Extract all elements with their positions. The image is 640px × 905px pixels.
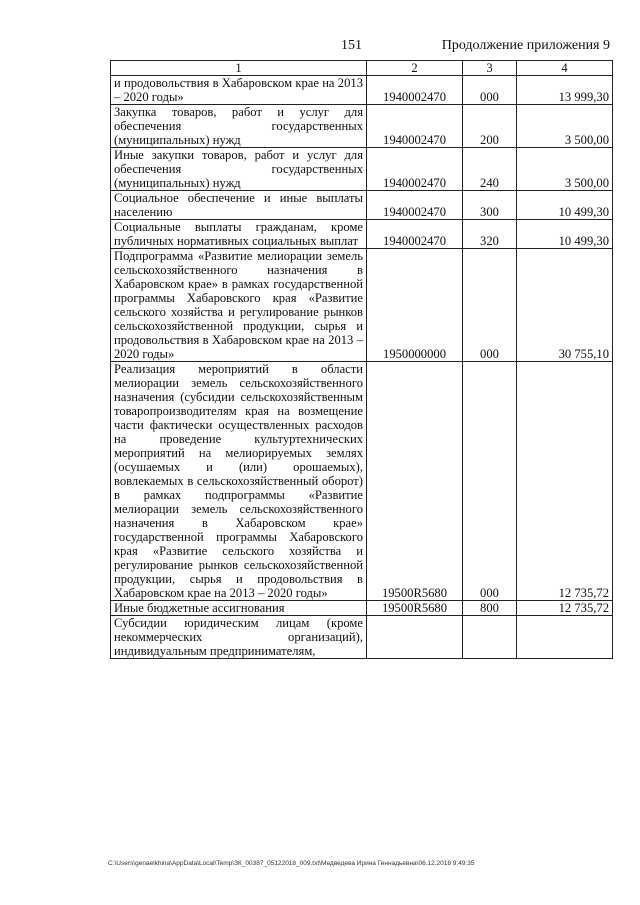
row-code (367, 616, 463, 659)
row-name: Социальное обеспечение и иные выплаты населению (111, 191, 367, 220)
row-amount: 13 999,30 (517, 76, 613, 105)
row-expense-type: 200 (463, 105, 517, 148)
row-expense-type: 800 (463, 601, 517, 616)
row-name: Иные закупки товаров, работ и услуг для обеспечения государственных (муниципальных) нужд (111, 148, 367, 191)
table-row (111, 616, 613, 659)
column-header-3: 3 (463, 61, 517, 76)
row-name: Реализация мероприятий в области мелиорации земель сельскохозяйственного назначения (субсидии сельскохозяйственным товаропроизводителям края на возмещение части фактически осуществленных расходов на проведение культуртехнических мероприятий на мелиорируемых землях (осушаемых и (или) орошаемых), вовлекаемых в сельскохозяйственный оборот) в рамках подпрограммы «Развитие мелиорации земель сельскохозяйственного назначения в Хабаровском крае» государственной программы Хабаровского края «Развитие сельского хозяйства и регулирование рынков сельскохозяйственной продукции, сырья и продовольствия в Хабаровском крае на 2013 – 2020 годы» (111, 362, 367, 601)
row-expense-type: 000 (463, 362, 517, 601)
row-name: Закупка товаров, работ и услуг для обеспечения государственных (муниципальных) нужд (111, 105, 367, 148)
row-amount: 12 735,72 (517, 362, 613, 601)
row-name: Социальные выплаты гражданам, кроме публичных нормативных социальных выплат (111, 220, 367, 249)
table-row (111, 249, 613, 362)
column-header-1: 1 (111, 61, 367, 76)
row-name: Подпрограмма «Развитие мелиорации земель сельскохозяйственного назначения в Хабаровском крае» в рамках государственной программы Хабаровского края «Развитие сельского хозяйства и регулирование рынков сельскохозяйственной продукции, сырья и продовольствия в Хабаровском крае на 2013 – 2020 годы» (111, 249, 367, 362)
row-code: 1940002470 (367, 76, 463, 105)
table-row (111, 191, 613, 220)
table-row (111, 148, 613, 191)
row-expense-type: 000 (463, 76, 517, 105)
row-amount: 3 500,00 (517, 105, 613, 148)
column-header-2: 2 (367, 61, 463, 76)
row-code: 1940002470 (367, 148, 463, 191)
row-name: и продовольствия в Хабаровском крае на 2013 – 2020 годы» (111, 76, 367, 105)
row-amount: 30 755,10 (517, 249, 613, 362)
row-code: 19500R5680 (367, 362, 463, 601)
row-code: 1940002470 (367, 105, 463, 148)
table-row (111, 601, 613, 616)
row-expense-type: 320 (463, 220, 517, 249)
row-expense-type: 000 (463, 249, 517, 362)
row-name: Иные бюджетные ассигнования (111, 601, 367, 616)
table-row (111, 76, 613, 105)
table-row (111, 220, 613, 249)
row-expense-type: 240 (463, 148, 517, 191)
row-amount (517, 616, 613, 659)
table-row (111, 105, 613, 148)
column-header-4: 4 (517, 61, 613, 76)
row-amount: 12 735,72 (517, 601, 613, 616)
row-amount: 10 499,30 (517, 191, 613, 220)
table-row (111, 362, 613, 601)
row-name: Субсидии юридическим лицам (кроме некоммерческих организаций), индивидуальным предпринимателям, (111, 616, 367, 659)
row-amount: 3 500,00 (517, 148, 613, 191)
budget-table (110, 60, 613, 659)
page-number: 151 (341, 38, 362, 53)
row-code: 1940002470 (367, 191, 463, 220)
row-amount: 10 499,30 (517, 220, 613, 249)
row-expense-type: 300 (463, 191, 517, 220)
row-expense-type (463, 616, 517, 659)
row-code: 1940002470 (367, 220, 463, 249)
row-code: 1950000000 (367, 249, 463, 362)
row-code: 19500R5680 (367, 601, 463, 616)
file-path-footer: C:\Users\genaelkhina\AppData\Local\Temp\ЗК_00387_05122018_009.txt\Медведева Ирина Геннадьевна\06.12.2018 9:49:35 (108, 860, 475, 867)
continuation-label: Продолжение приложения 9 (441, 38, 610, 53)
header-row (111, 61, 613, 76)
